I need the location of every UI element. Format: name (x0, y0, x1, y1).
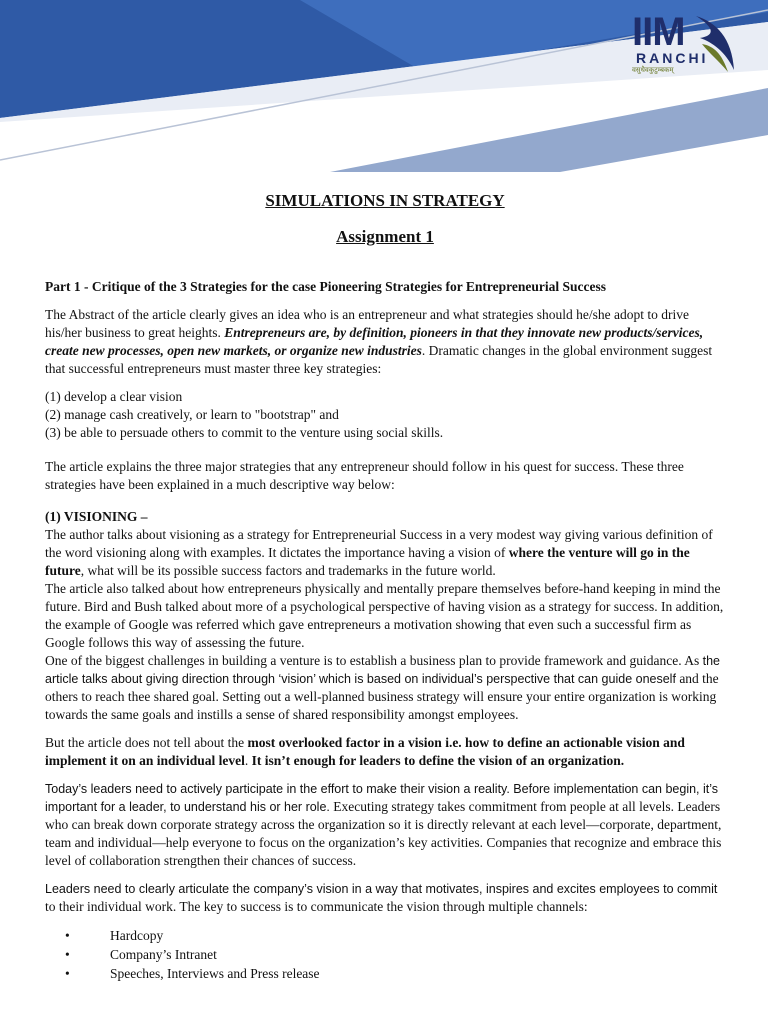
overlooked-paragraph (45, 734, 725, 770)
list-item: • Company’s Intranet (65, 945, 725, 964)
abstract-text-b: Entrepreneurs are, by definition, pioneers in that they innovate new products/services, create new processes, open new markets, or organize new industries (45, 325, 704, 358)
logo-text: IIM (632, 10, 685, 54)
document-body (45, 190, 725, 983)
list-item: (1) develop a clear vision (45, 389, 183, 404)
visioning-paragraph-1 (45, 526, 725, 580)
leaders-text-a: Leaders need to clearly articulate the company’s vision in a way that motivates, inspires and excites employees to commit (45, 882, 718, 896)
iim-ranchi-logo (630, 10, 740, 80)
list-item: • Hardcopy (65, 926, 725, 945)
v1-text-b: where the venture will go in the future (45, 545, 690, 578)
leaders-paragraph (45, 880, 725, 916)
logo-subtext: RANCHI (636, 50, 709, 66)
but-text-d: It isn’t enough for leaders to define the vision of an organization. (251, 753, 625, 768)
visioning-paragraph-2: The article also talked about how entrepreneurs physically and mentally prepare themselves before-hand keeping in mind the future. Bird and Bush talked about more of a psychological perspective of having vision as a strategy for success. In addition, the example of Google was referred which gave entrepreneurs a motivation showing that even such a successful firm as Google follows this way of assessing the future. (45, 581, 724, 650)
part-heading: Part 1 - Critique of the 3 Strategies for the case Pioneering Strategies for Entrepreneurial Success (45, 279, 607, 294)
but-text-b: most overlooked factor in a vision i.e. how to define an actionable vision and implement it on an individual level (45, 735, 685, 768)
abstract-text-a: The Abstract of the article clearly gives an idea who is an entrepreneur and what strategies should he/she adopt to drive his/her business to great heights. (45, 307, 690, 340)
today-text-b: Executing strategy takes commitment from people at all levels. Leaders who can break down corporate strategy across the organization so it is directly relevant at each level—corporate, department, team and individual—help everyone to focus on the organization’s key activities. Companies that recognize and embrace this level of collaboration strengthen their chances of success. (45, 799, 722, 868)
visioning-heading: (1) VISIONING – (45, 509, 148, 524)
but-text-a: But the article does not tell about the (45, 735, 248, 750)
v1-text-c: , what will be its possible success factors and trademarks in the future world. (80, 563, 496, 578)
v3-text-a: One of the biggest challenges in building a venture is to establish a business plan to provide framework and guidance. As (45, 653, 703, 668)
logo-tagline: वसुधैवकुटुम्बकम् (632, 66, 674, 74)
header-banner (0, 0, 768, 175)
bird-icon (692, 14, 740, 76)
list-item: (3) be able to persuade others to commit to the venture using social skills. (45, 425, 444, 440)
list-item: • Speeches, Interviews and Press release (65, 964, 725, 983)
page-title: SIMULATIONS IN STRATEGY (265, 191, 505, 210)
today-leaders-paragraph (45, 780, 725, 870)
v3-text-c: and the others to reach thee shared goal. Setting out a well-planned business strategy will ensure your entire organization is working towards the same goals and instills a sense of shared responsibility amongst employees. (45, 671, 719, 722)
v1-text-a: The author talks about visioning as a strategy for Entrepreneurial Success in a very modest way giving various definition of the word visioning along with examples. It dictates the importance having a vision of (45, 527, 713, 560)
leaders-text-b: to their individual work. The key to success is to communicate the vision through multiple channels: (45, 899, 588, 914)
but-text-c: . (244, 753, 252, 768)
today-text-a: Today’s leaders need to actively participate in the effort to make their vision a reality. Before implementation can begin, it’s important for a leader, to understand his or her role. (45, 782, 719, 814)
list-item: (2) manage cash creatively, or learn to "bootstrap" and (45, 407, 339, 422)
explains-paragraph: The article explains the three major strategies that any entrepreneur should follow in his quest for success. These three strategies have been explained in a much descriptive way below: (45, 459, 684, 492)
abstract-text-c: . Dramatic changes in the global environment suggest that successful entrepreneurs must master three key strategies: (45, 343, 713, 376)
page-subtitle: Assignment 1 (336, 227, 434, 246)
visioning-paragraph-3 (45, 652, 725, 724)
strategy-list (45, 388, 725, 442)
channels-list (45, 926, 725, 983)
v3-text-b: the article talks about giving direction through ‘vision’ which is based on individual’s perspective that can guide oneself (45, 654, 720, 686)
abstract-paragraph (45, 306, 725, 378)
